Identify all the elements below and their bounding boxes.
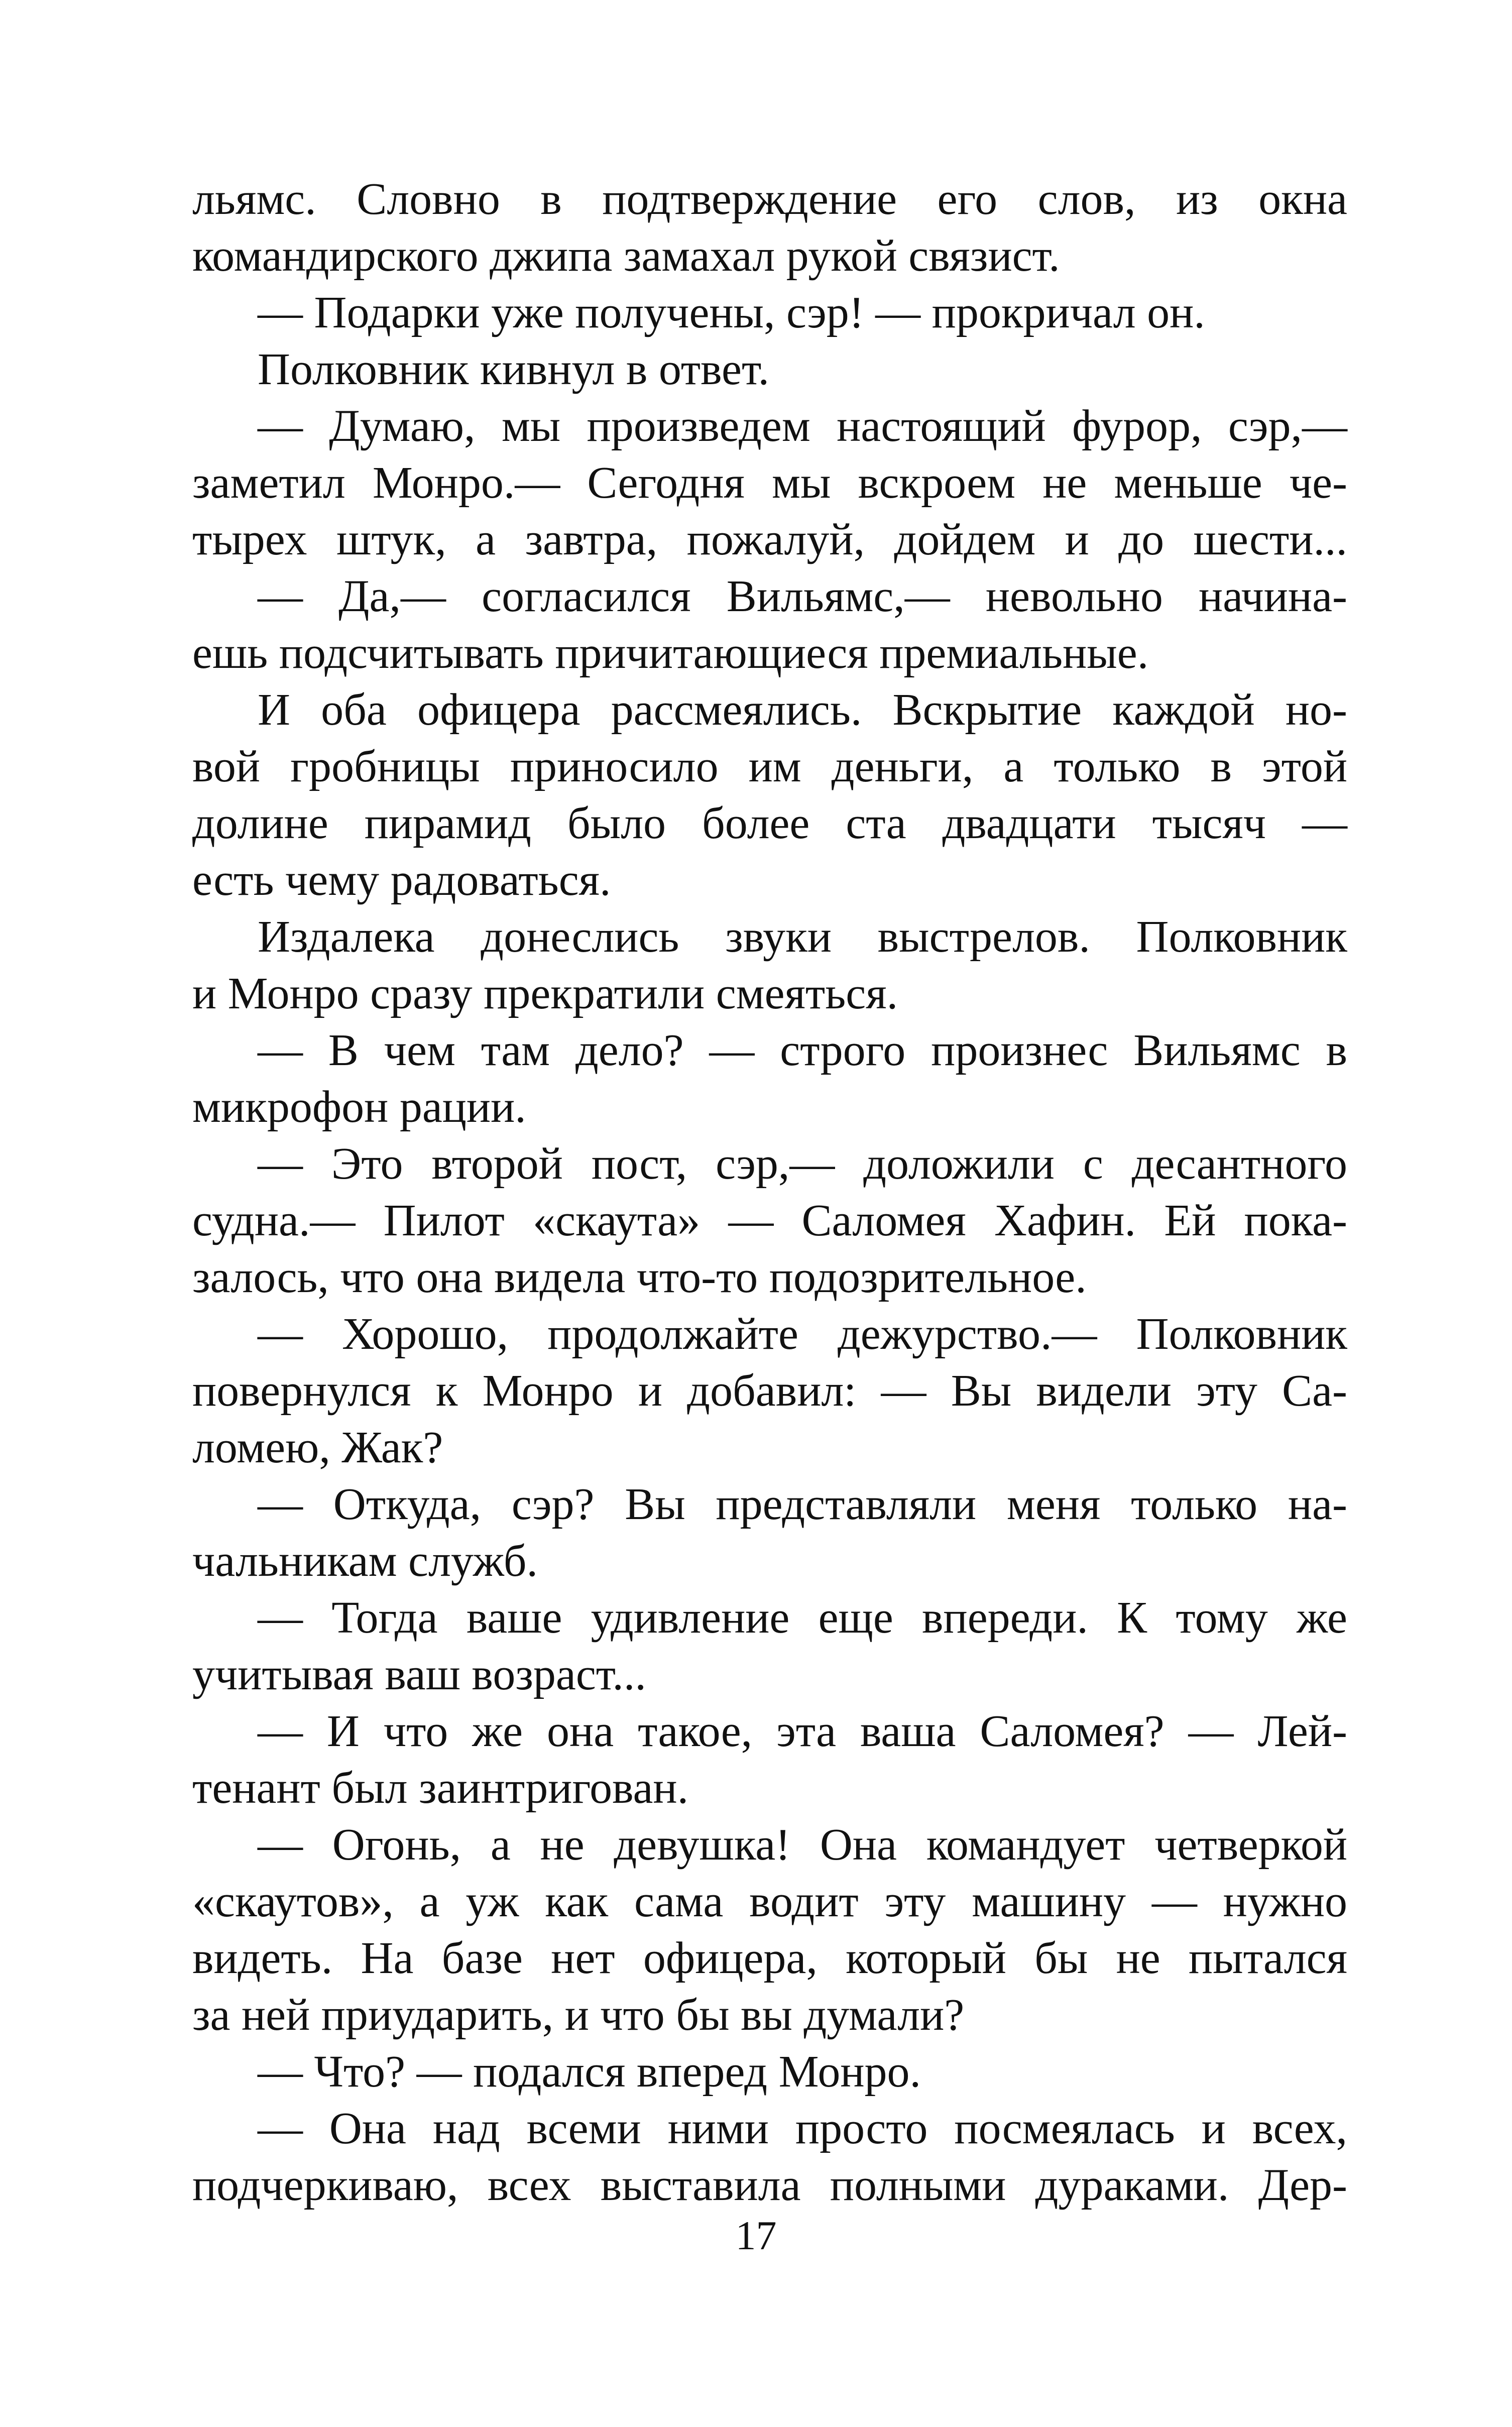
text-line: — Хорошо, продолжайте дежурство.— Полковник xyxy=(258,1309,1347,1359)
text-line: тенант был заинтригован. xyxy=(192,1763,689,1813)
text-line: повернулся к Монро и добавил: — Вы видели эту Са- xyxy=(192,1366,1347,1416)
text-line: — Думаю, мы произведем настоящий фурор, сэр,— xyxy=(258,401,1347,451)
text-line: — Подарки уже получены, сэр! — прокричал он. xyxy=(258,288,1205,337)
text-line: — В чем там дело? — строго произнес Вильямс в xyxy=(258,1025,1347,1075)
text-line: — Огонь, а не девушка! Она командует четверкой xyxy=(258,1820,1347,1870)
text-line: подчеркиваю, всех выставила полными дураками. Дер- xyxy=(192,2160,1347,2210)
text-line: заметил Монро.— Сегодня мы вскроем не меньше че- xyxy=(192,458,1347,508)
text-line: вой гробницы приносило им деньги, а только в этой xyxy=(192,742,1347,791)
text-line: микрофон рации. xyxy=(192,1082,526,1132)
text-line: — Да,— согласился Вильямс,— невольно начина- xyxy=(258,571,1347,621)
text-line: ешь подсчитывать причитающиеся премиальные. xyxy=(192,628,1149,678)
text-line: — Что? — подался вперед Монро. xyxy=(258,2047,921,2097)
text-line: видеть. На базе нет офицера, который бы не пытался xyxy=(192,1933,1347,1983)
text-line: залось, что она видела что-то подозрительное. xyxy=(192,1252,1087,1302)
text-line: «скаутов», а уж как сама водит эту машину — нужно xyxy=(192,1877,1347,1926)
text-line: тырех штук, а завтра, пожалуй, дойдем и до шести... xyxy=(192,515,1347,564)
text-line: ломею, Жак? xyxy=(192,1423,443,1472)
text-line: — И что же она такое, эта ваша Саломея? — Лей- xyxy=(258,1706,1347,1756)
text-line: — Она над всеми ними просто посмеялась и всех, xyxy=(258,2104,1347,2153)
text-line: — Тогда ваше удивление еще впереди. К тому же xyxy=(258,1593,1347,1643)
text-line: есть чему радоваться. xyxy=(192,855,611,905)
text-line: судна.— Пилот «скаута» — Саломея Хафин. Ей пока- xyxy=(192,1196,1347,1245)
page-number: 17 xyxy=(735,2213,777,2258)
text-line: и Монро сразу прекратили смеяться. xyxy=(192,969,898,1018)
text-line: долине пирамид было более ста двадцати тысяч — xyxy=(192,798,1347,848)
text-line: Полковник кивнул в ответ. xyxy=(258,344,770,394)
text-line: командирского джипа замахал рукой связист. xyxy=(192,231,1060,281)
body-text xyxy=(192,171,1347,2214)
text-line: И оба офицера рассмеялись. Вскрытие каждой но- xyxy=(258,685,1347,735)
text-line: льямс. Словно в подтверждение его слов, из окна xyxy=(192,174,1347,224)
text-line: за ней приударить, и что бы вы думали? xyxy=(192,1990,965,2040)
text-line: чальникам служб. xyxy=(192,1536,538,1586)
text-line: — Это второй пост, сэр,— доложили с десантного xyxy=(258,1139,1347,1189)
text-line: учитывая ваш возраст... xyxy=(192,1650,646,1699)
text-line: Издалека донеслись звуки выстрелов. Полковник xyxy=(258,912,1347,962)
text-line: — Откуда, сэр? Вы представляли меня только на- xyxy=(258,1479,1347,1529)
